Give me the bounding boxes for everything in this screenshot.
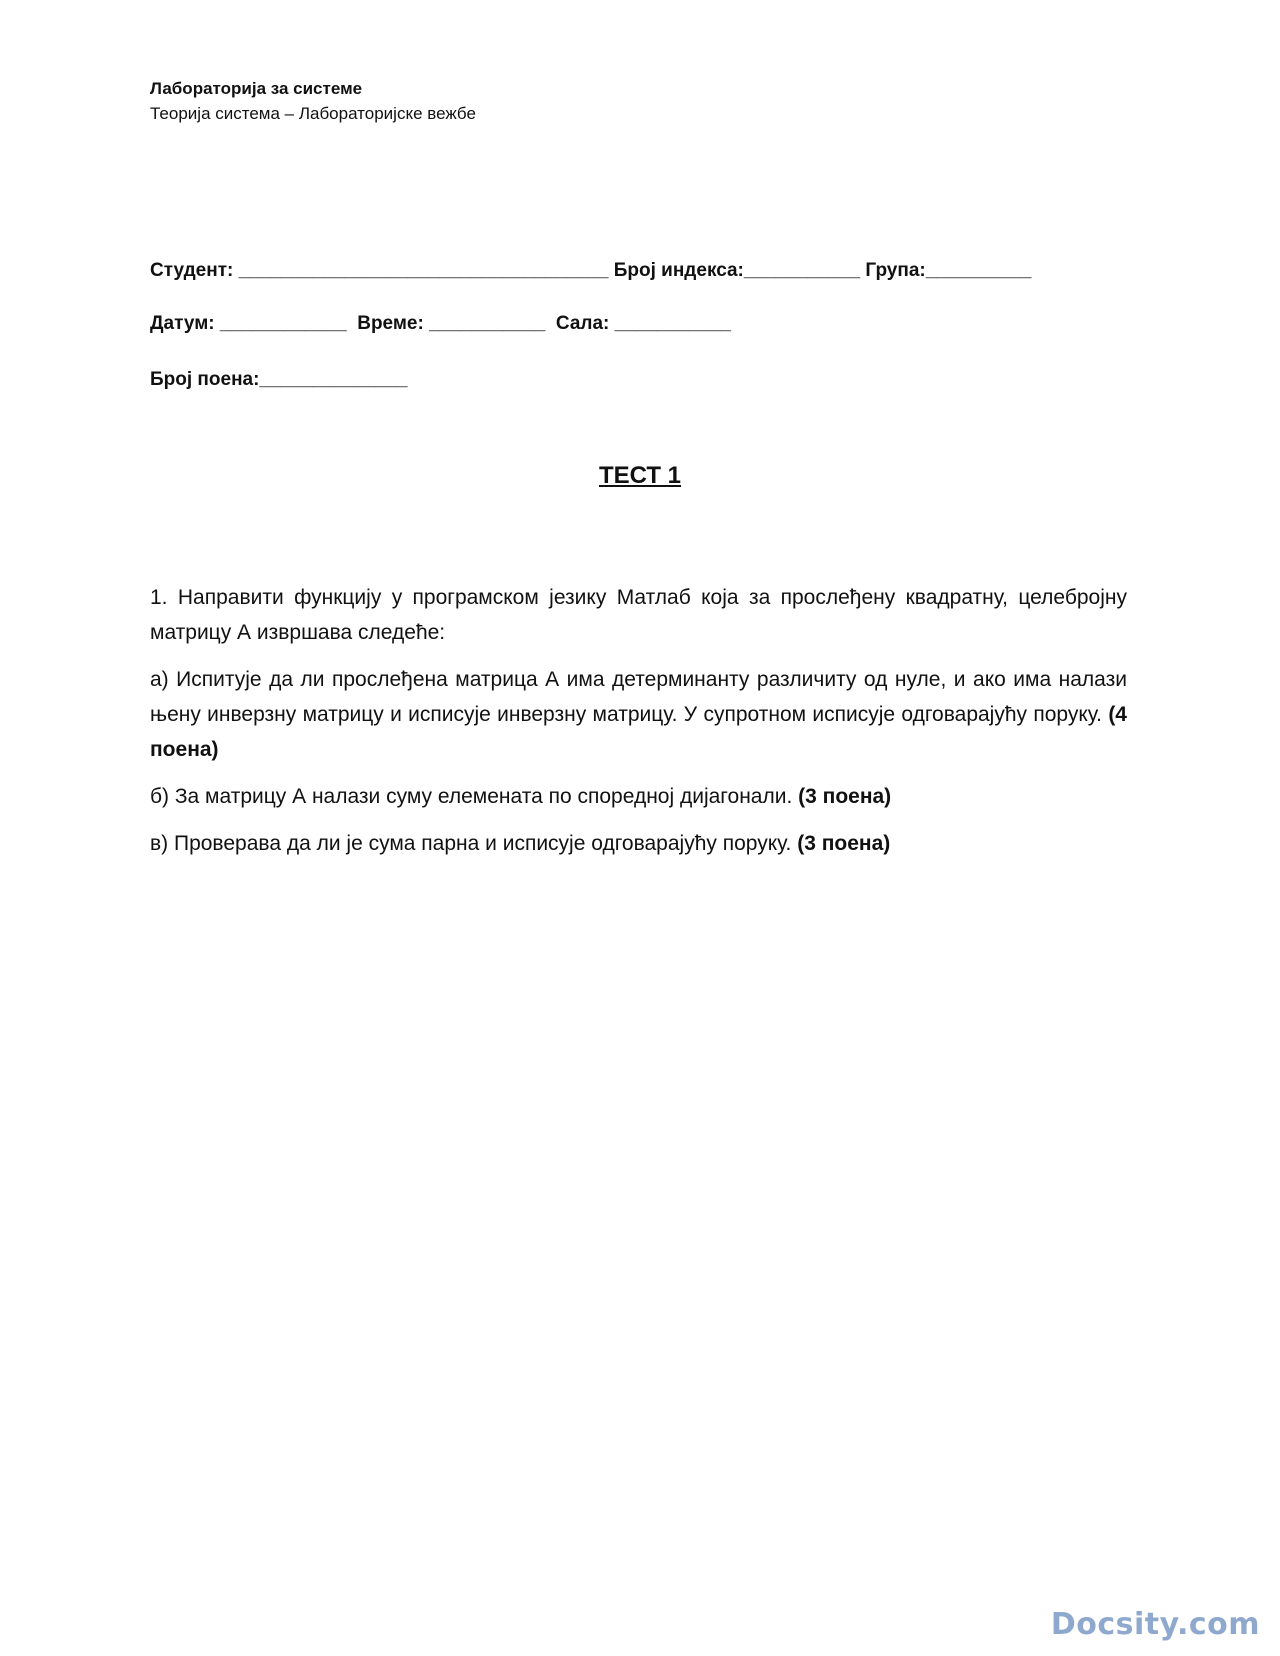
test-title: ТЕСТ 1 bbox=[598, 462, 682, 489]
course-name: Теорија система – Лабораторијске вежбе bbox=[150, 104, 476, 123]
task-b-text: б) За матрицу А налази суму елемената по споредној дијагонали. bbox=[150, 785, 799, 808]
task-c-points: (3 поена) bbox=[797, 832, 891, 855]
date-time-room-row: Датум: ____________ Време: ___________ Сала: ___________ bbox=[150, 313, 731, 334]
task-c bbox=[150, 826, 1127, 861]
task-a-points: (4 поена) bbox=[150, 703, 1127, 761]
question-1: 1. Направити функцију у програмском језику Матлаб која за прослеђену квадратну, целебројну матрицу А извршава следеће: bbox=[150, 586, 1127, 644]
student-info-row: Студент: ___________________________________ Број индекса:___________ Група:__________ bbox=[150, 260, 1032, 281]
lab-name: Лабораторија за системе bbox=[150, 79, 363, 98]
docsity-watermark: Docsity.com bbox=[1050, 1607, 1260, 1642]
task-b-points: (3 поена) bbox=[798, 785, 892, 808]
task-c-text: в) Проверава да ли је сума парна и исписује одговарајућу поруку. bbox=[150, 832, 798, 855]
task-a-text: а) Испитује да ли прослеђена матрица А има детерминанту различиту од нуле, и ако има налази њену инверзну матрицу и исписује инверзну матрицу. У супротном исписује одговарајућу поруку. bbox=[150, 668, 1127, 726]
task-b bbox=[150, 779, 1127, 814]
task-a bbox=[150, 662, 1127, 767]
points-row: Број поена:______________ bbox=[150, 369, 408, 390]
document-header bbox=[150, 76, 476, 126]
questions-section bbox=[150, 580, 1127, 861]
